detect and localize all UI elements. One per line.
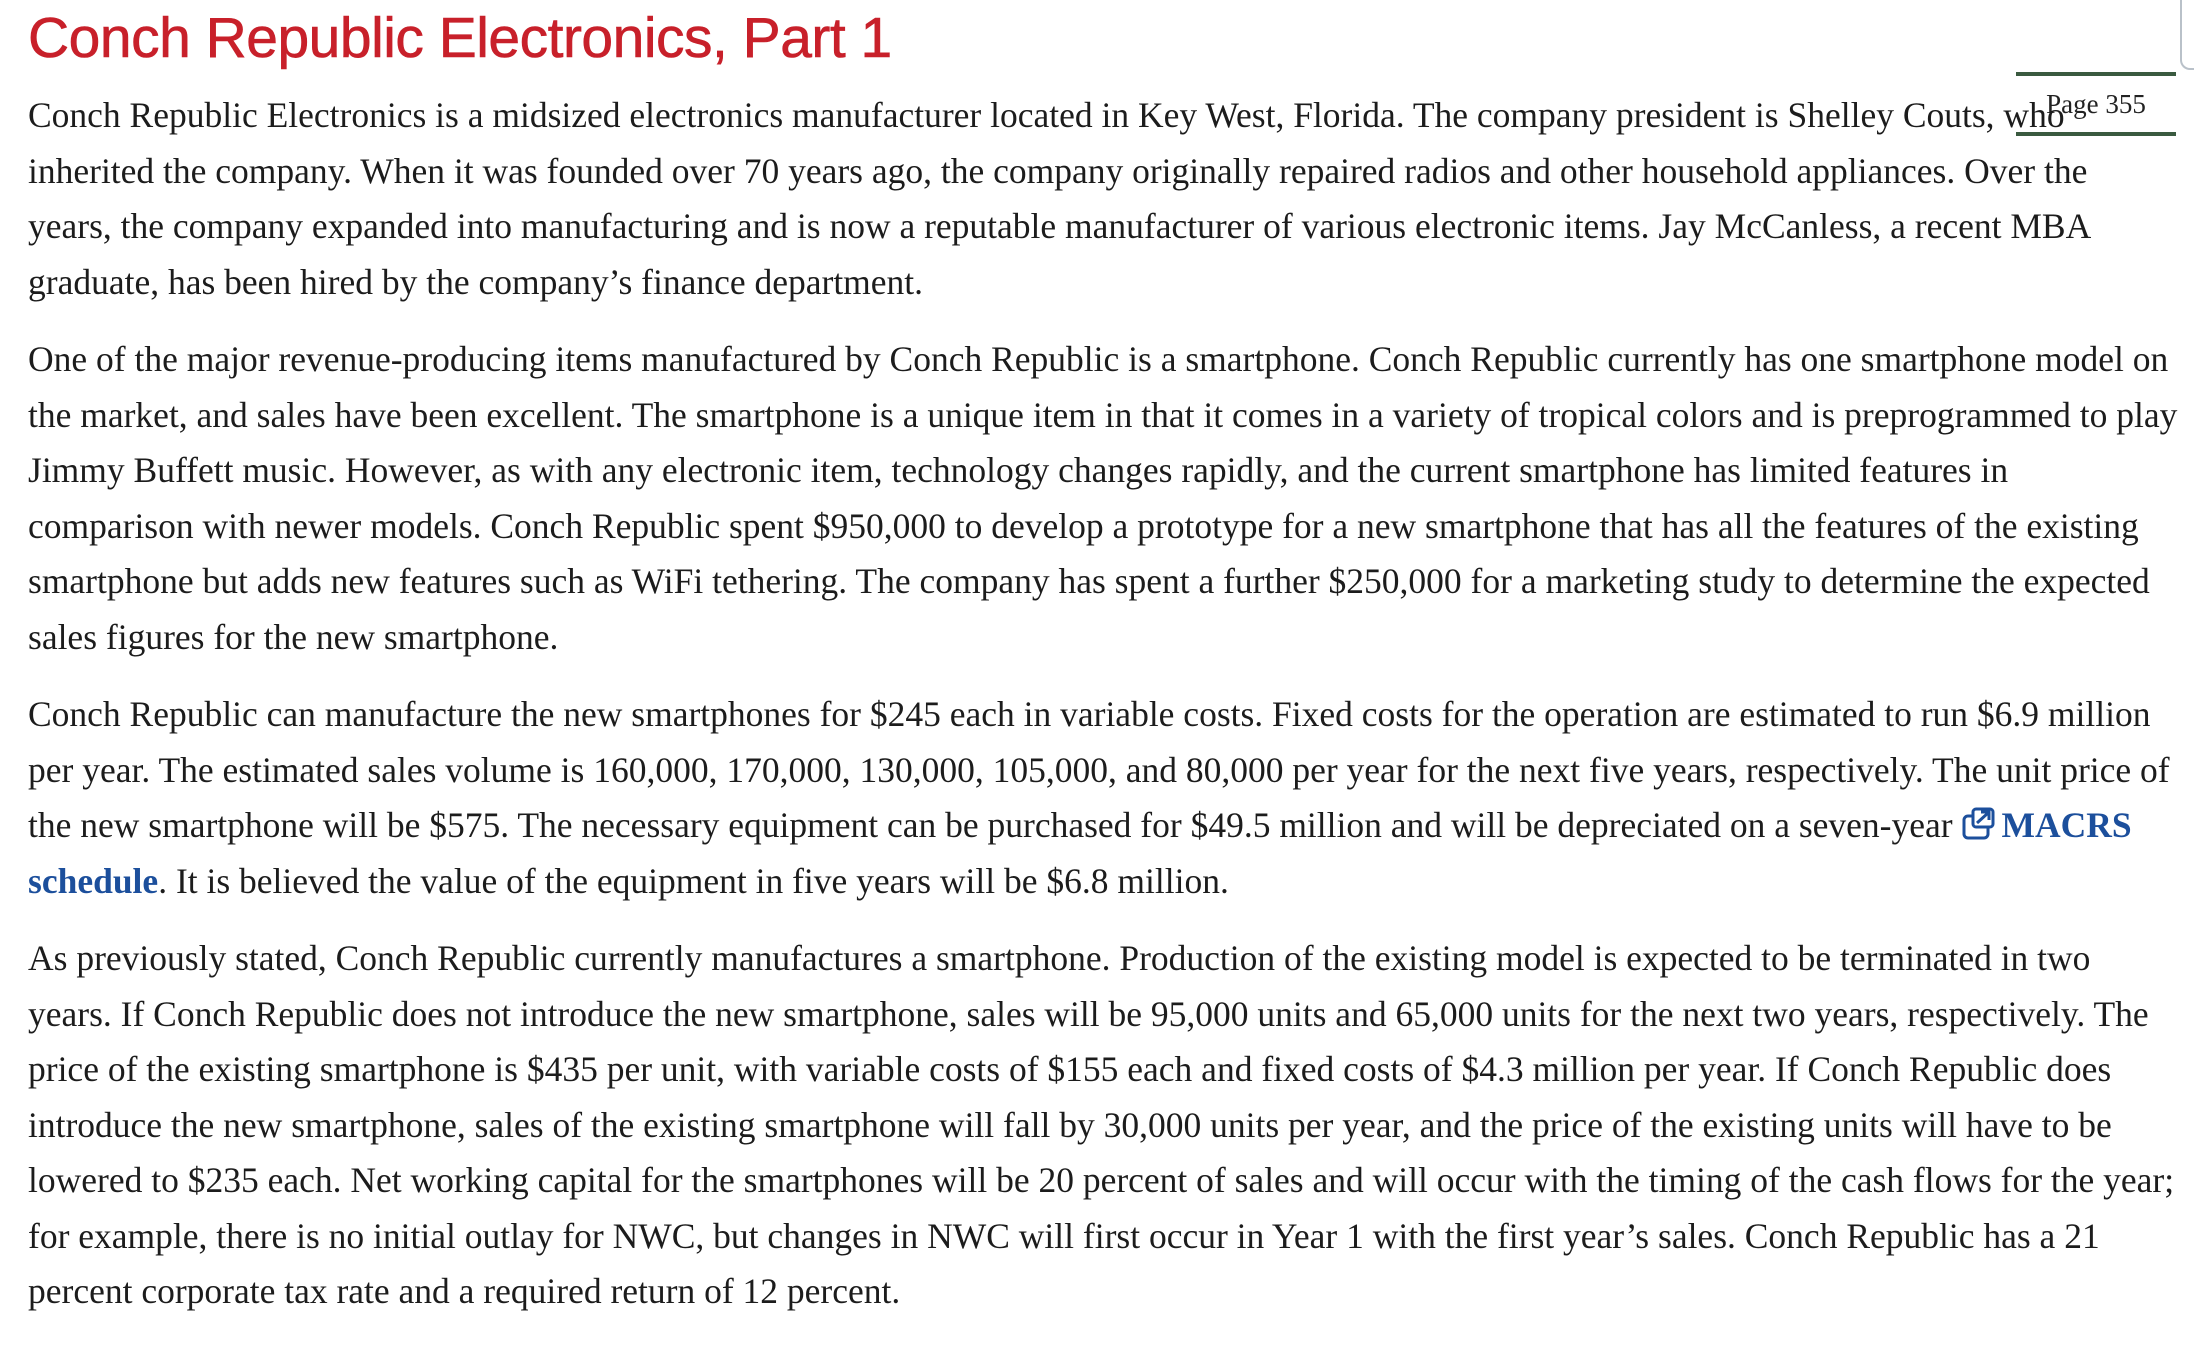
paragraph-intro: Conch Republic Electronics is a midsized electronics manufacturer located in Key West, Florida. The company president is Shelley Couts, who inherited the company. When it was founded over 70 years ago, the company originally repaired radios and other household appliances. Over the years, the company expanded into manufacturing and is now a reputable manufacturer of various electronic items. Jay McCanless, a recent MBA graduate, has been hired by the company’s finance department. xyxy=(28,95,2090,302)
paragraph-smartphone: One of the major revenue-producing items manufactured by Conch Republic is a smartphone. Conch Republic currently has one smartphone model on the market, and sales have been excellent. The smartphone is a unique item in that it comes in a variety of tropical colors and is preprogrammed to play Jimmy Buffett music. However, as with any electronic item, technology changes rapidly, and the current smartphone has limited features in comparison with newer models. Conch Republic spent $950,000 to develop a prototype for a new smartphone that has all the features of the existing smartphone but adds new features such as WiFi tethering. The company has spent a further $250,000 for a marketing study to determine the expected sales figures for the new smartphone. xyxy=(28,339,2178,657)
macrs-schedule-link-label: MACRS schedule xyxy=(28,805,2132,901)
scrollbar-edge xyxy=(2180,0,2194,70)
paragraph-costs xyxy=(28,687,2178,909)
paragraph-existing-model: As previously stated, Conch Republic currently manufactures a smartphone. Production of the existing model is expected to be terminated in two years. If Conch Republic does not introduce the new smartphone, sales will be 95,000 units and 65,000 units for the next two years, respectively. The price of the existing smartphone is $435 per unit, with variable costs of $155 each and fixed costs of $4.3 million per year. If Conch Republic does introduce the new smartphone, sales of the existing smartphone will fall by 30,000 units per year, and the price of the existing units will have to be lowered to $235 each. Net working capital for the smartphones will be 20 percent of sales and will occur with the timing of the cash flows for the year; for example, there is no initial outlay for NWC, but changes in NWC will first occur in Year 1 with the first year’s sales. Conch Republic has a 21 percent corporate tax rate and a required return of 12 percent. xyxy=(28,938,2175,1311)
paragraph-costs-text-end: . It is believed the value of the equipment in five years will be $6.8 million. xyxy=(158,860,1229,901)
external-link-icon xyxy=(1961,807,1995,841)
page-title: Conch Republic Electronics, Part 1 xyxy=(28,6,892,70)
page-number-label: Page 355 xyxy=(2046,88,2146,119)
case-body xyxy=(28,88,2178,1342)
paragraph-costs-text: Conch Republic can manufacture the new smartphones for $245 each in variable costs. Fixed costs for the operation are estimated to run $6.9 million per year. The estimated sales volume is 160,000, 170,000, 130,000, 105,000, and 80,000 per year for the next five years, respectively. The unit price of the new smartphone will be $575. The necessary equipment can be purchased for $49.5 million and will be depreciated on a seven-year xyxy=(28,694,2170,845)
